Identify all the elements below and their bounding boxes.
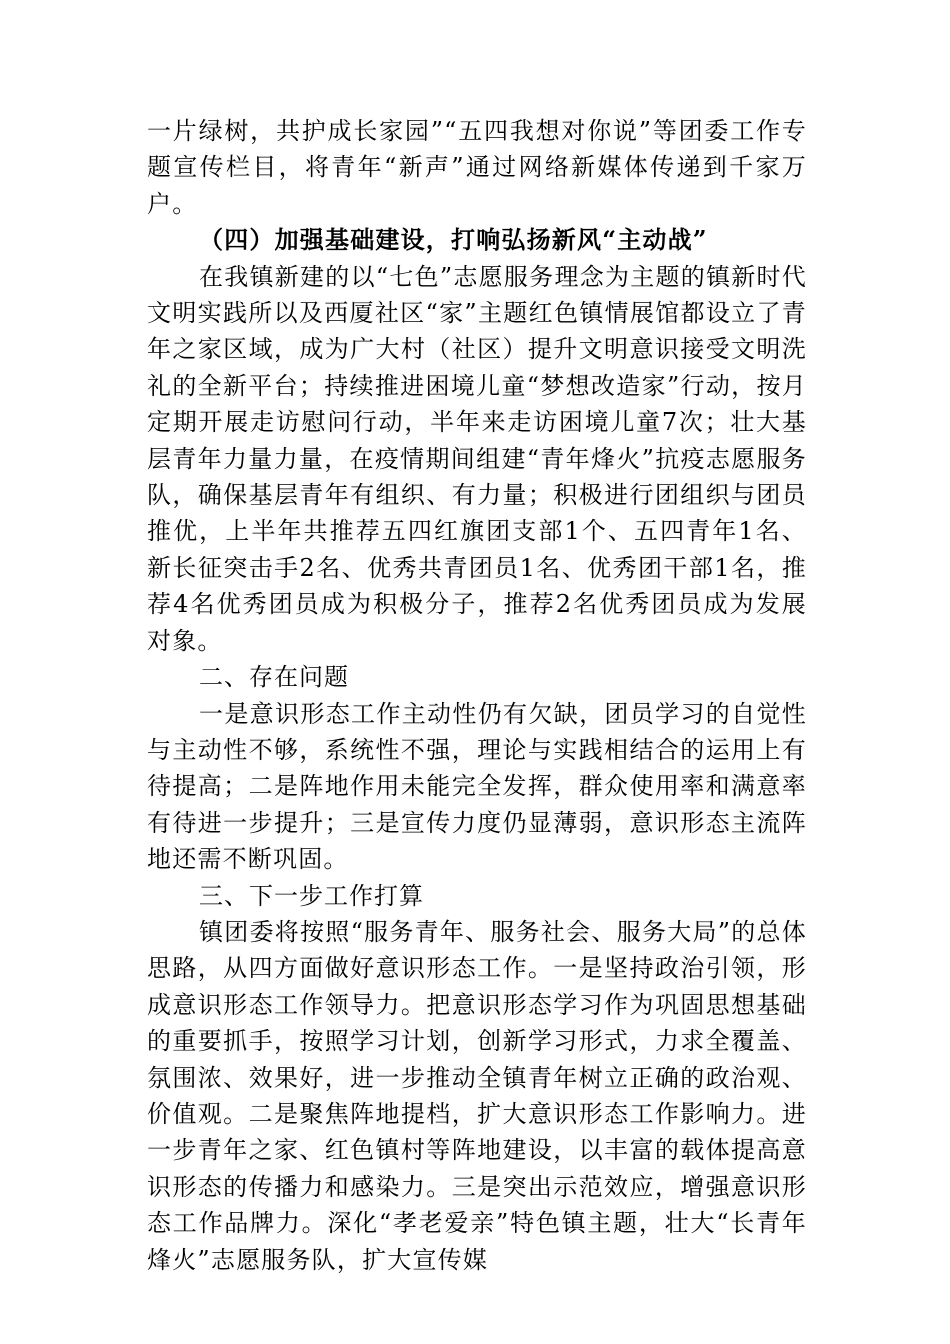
section-heading-problems: 二、存在问题 xyxy=(199,663,349,692)
section-subheading-4: （四）加强基础建设，打响弘扬新风“主动战” xyxy=(199,225,708,255)
paragraph-next-steps: 镇团委将按照“服务青年、服务社会、服务大局”的总体思路，从四方面做好意识形态工作。一是坚持政治引领，形成意识形态工作领导力。把意识形态学习作为巩固思想基础的重要抓手，按照学习计划，创新学习形式，力求全覆盖、氛围浓、效果好，进一步推动全镇青年树立正确的政治观、价值观。二是聚焦阵地提档，扩大意识形态工作影响力。进一步青年之家、红色镇村等阵地建设，以丰富的载体提高意识形态的传播力和感染力。三是突出示范效应，增强意识形态工作品牌力。深化“孝老爱亲”特色镇主题，壮大“长青年烽火”志愿服务队，扩大宣传媒 xyxy=(147,917,807,1274)
section-heading-next-steps: 三、下一步工作打算 xyxy=(199,881,424,910)
paragraph-problems: 一是意识形态工作主动性仍有欠缺，团员学习的自觉性与主动性不够，系统性不强，理论与实践相结合的运用上有待提高；二是阵地作用未能完全发挥，群众使用率和满意率有待进一步提升；三是宣传力度仍显薄弱，意识形态主流阵地还需不断巩固。 xyxy=(147,699,807,874)
paragraph-foundation-building: 在我镇新建的以“七色”志愿服务理念为主题的镇新时代文明实践所以及西厦社区“家”主题红色镇情展馆都设立了青年之家区域，成为广大村（社区）提升文明意识接受文明洗礼的全新平台；持续推进困境儿童“梦想改造家”行动，按月定期开展走访慰问行动，半年来走访困境儿童7次；壮大基层青年力量力量，在疫情期间组建“青年烽火”抗疫志愿服务队，确保基层青年有组织、有力量；积极进行团组织与团员推优，上半年共推荐五四红旗团支部1个、五四青年1名、新长征突击手2名、优秀共青团员1名、优秀团干部1名，推荐4名优秀团员成为积极分子，推荐2名优秀团员成为发展对象。 xyxy=(147,262,807,655)
paragraph-continuation: 一片绿树，共护成长家园”“五四我想对你说”等团委工作专题宣传栏目，将青年“新声”通过网络新媒体传递到千家万户。 xyxy=(147,117,807,218)
document-body xyxy=(147,113,807,1278)
